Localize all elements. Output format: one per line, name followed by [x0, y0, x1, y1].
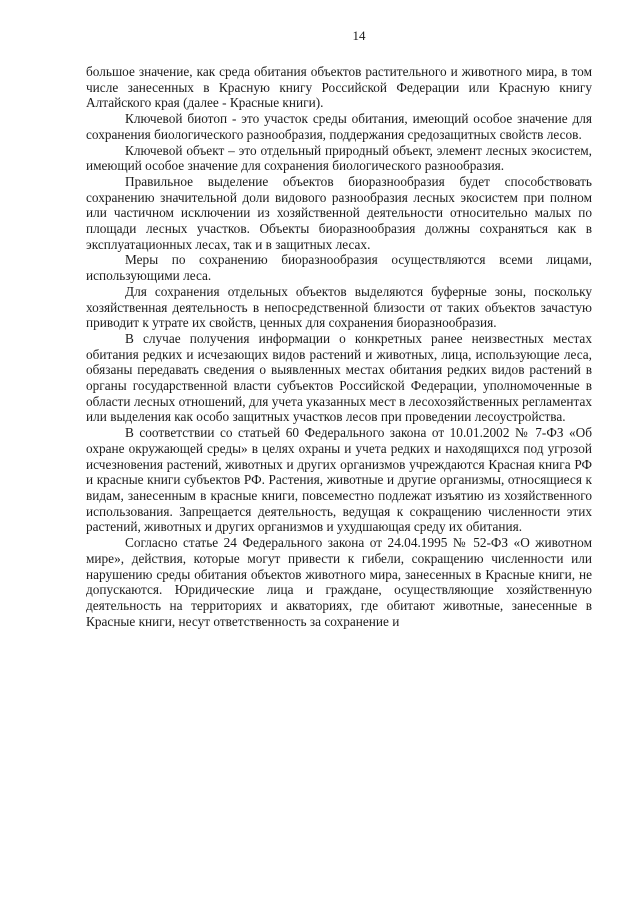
paragraph-key-object: Ключевой объект – это отдельный природный объект, элемент лесных экосистем, имеющий особое значение для сохранения биологического разнообразия. [86, 142, 592, 174]
paragraph-key-biotope: Ключевой биотоп - это участок среды обитания, имеющий особое значение для сохранения биологического разнообразия, поддержания средозащитных свойств лесов. [86, 111, 592, 142]
paragraph-continuation: большое значение, как среда обитания объектов растительного и животного мира, в том числе занесенных в Красную книгу Российской Федерации или Красную книгу Алтайского края (далее - Красные книги). [86, 64, 592, 111]
paragraph-rare-species-info: В случае получения информации о конкретных ранее неизвестных местах обитания редких и исчезающих видов растений и животных, лица, использующие леса, обязаны передавать сведения о выявленных местах обитания редких видов растений в органы государственной власти субъектов Российской Федерации, уполномоченные в области лесных отношений, для учета указанных мест в лесохозяйственных регламентах или выделения как особо защитных участков лесов при проведении лесоустройства. [86, 330, 592, 425]
page-number: 14 [352, 28, 366, 43]
paragraph-biodiversity-objects: Правильное выделение объектов биоразнообразия будет способствовать сохранению значительной доли видового разнообразия лесных экосистем при полном или частичном исключении из хозяйственной деятельности относительно малых по площади лесных участков. Объекты биоразнообразия должны сохраняться как в эксплуатационных лесах, так и в защитных лесах. [86, 173, 592, 252]
paragraph-conservation-measures: Меры по сохранению биоразнообразия осуществляются всеми лицами, использующими леса. [86, 252, 592, 284]
paragraph-article-24: Согласно статье 24 Федерального закона от 24.04.1995 № 52-ФЗ «О животном мире», действия, которые могут привести к гибели, сокращению численности или нарушению среды обитания объектов животного мира, занесенных в Красные книги, не допускаются. Юридические лица и граждане, осуществляющие хозяйственную деятельность на территориях и акваториях, где обитают животные, занесенные в Красные книги, несут ответственность за сохранение и [86, 535, 592, 629]
paragraph-buffer-zones: Для сохранения отдельных объектов выделяются буферные зоны, поскольку хозяйственная деятельность в непосредственной близости от таких объектов зачастую приводит к утрате их свойств, ценных для сохранения биоразнообразия. [86, 283, 592, 331]
paragraph-article-60: В соответствии со статьей 60 Федерального закона от 10.01.2002 № 7-ФЗ «Об охране окружающей среды» в целях охраны и учета редких и находящихся под угрозой исчезновения растений, животных и других организмов учреждаются Красная книга РФ и красные книги субъектов РФ. Растения, животные и другие организмы, относящиеся к видам, занесенным в красные книги, повсеместно подлежат изъятию из хозяйственного использования. Запрещается деятельность, ведущая к сокращению численности этих растений, животных и других организмов и ухудшающая среду их обитания. [86, 425, 592, 535]
